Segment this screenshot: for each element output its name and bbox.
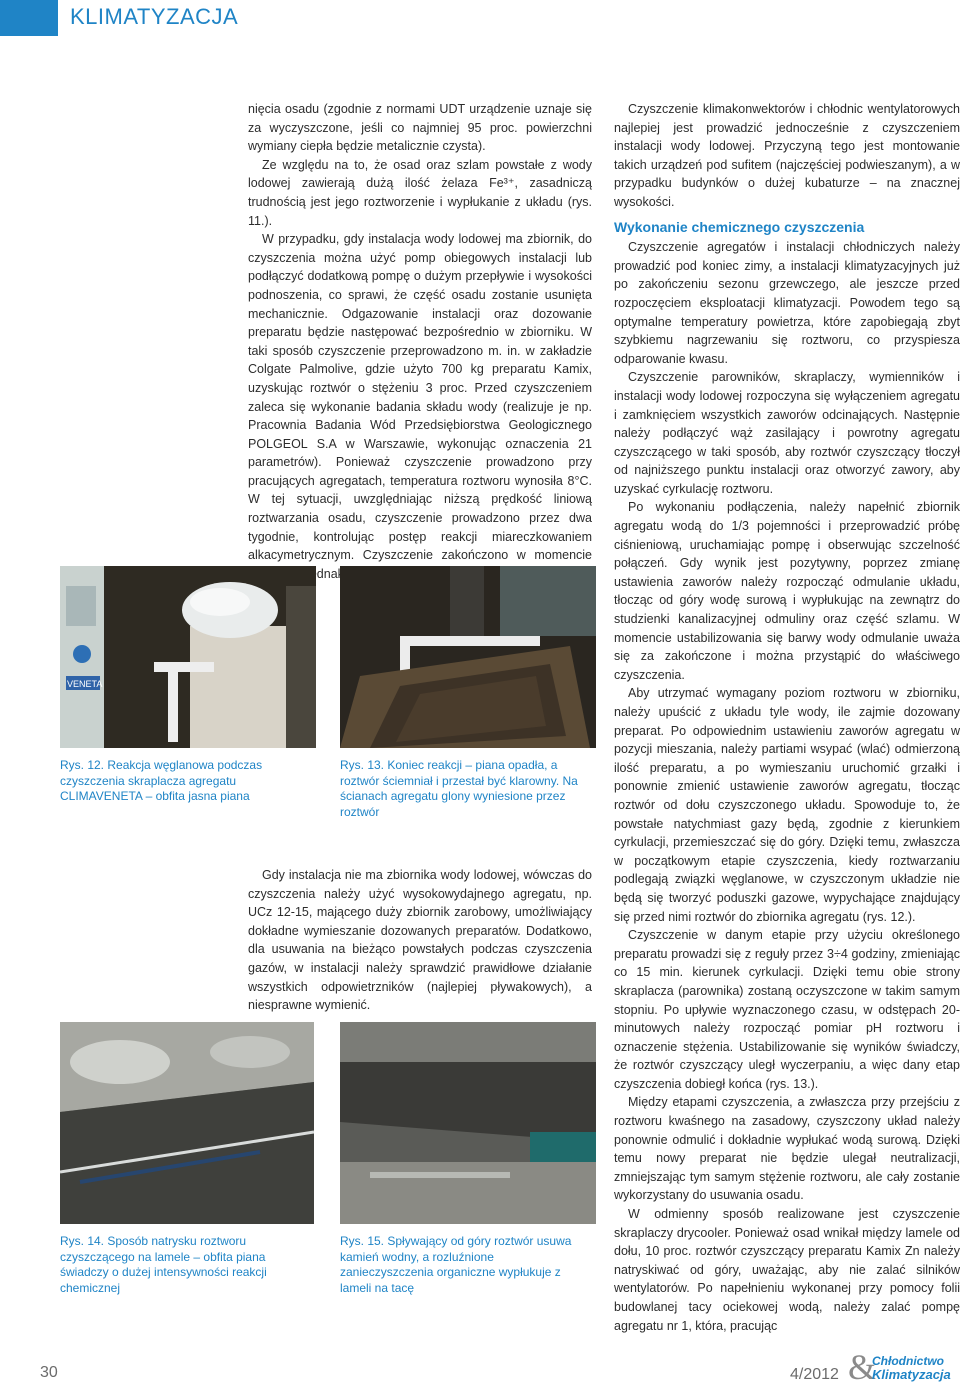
article-column-middle-bottom <box>248 866 592 1015</box>
magazine-logo <box>848 1347 956 1387</box>
logo-line-1: Chłodnictwo <box>872 1354 944 1368</box>
logo-ampersand: & <box>848 1347 877 1387</box>
section-color-tab <box>0 0 58 36</box>
paragraph: Czyszczenie parowników, skraplaczy, wymienników i instalacji wody lodowej rozpoczyna się wyłączeniem agregatu i zamknięciem wszystkich zaworów odcinających. Następnie należy podłączyć wąż zasilający i powrotny agregatu czyszczącego w taki sposób, aby roztwór czyszczący tłoczył od najniższego punktu instalacji oraz otworzyć zawory, aby uzyskać cyrkulację roztworu. <box>614 370 960 496</box>
paragraph: Po wykonaniu podłączenia, należy napełnić zbiornik agregatu wodą do 1/3 pojemności i przeprowadzić próbę ciśnieniową, uruchamiając pompę i obserwując szczelność połączeń. Gdy wynik jest pozytywny, poprzez zmianę ustawienia zaworów należy rozpocząć odmulanie układu, tłocząc od góry wodę surową i wypłukując na zewnątrz do studzienki kanalizacyjnej odmuliny oraz część szlamu. W momencie ustabilizowania się barwy wody odmulanie uważa się za zakończone i można przystąpić do właściwego czyszczenia. <box>614 500 960 682</box>
section-title: KLIMATYZACJA <box>70 4 239 29</box>
unit-brand-label: VENETA <box>67 679 103 689</box>
paragraph: W przypadku, gdy instalacja wody lodowej ma zbiornik, do czyszczenia można użyć pomp obiegowych instalacji lub podłączyć dodatkową pompę o dużym przepływie i wysokości podnoszenia, co sprawi, że część osadu zostanie usunięta mechanicznie. Odgazowanie instalacji oraz dozowanie preparatu będzie następować bezpośrednio w zbiorniku. W taki sposób czyszczenie przeprowadzono m. in. w zakładzie Colgate Palmolive, gdzie użyto 700 kg preparatu Kamix, uzyskując roztwór o stężeniu 3 proc. Przed czyszczeniem zaleca się wykonanie badania składu wody (realizuje je np. Pracownia Badania Wód Przedsiębiorstwa Geologicznego POLGEOL S.A w Warszawie, wykonując oznaczenia 21 parametrów). Ponieważ czyszczenie prowadzono przy pracujących agregatach, temperatura roztworu wynosiła 8°C. W tej sytuacji, uwzględniając niższą prędkość liniową roztwarzania osadu, czyszczenie prowadzono przez dwa tygodnie, kontrolując postęp reakcji miareczkowaniem alkacymetrycznym. Czyszczenie zakończono w momencie <box>248 232 592 563</box>
paragraph: Czyszczenie klimakonwektorów i chłodnic wentylatorowych najlepiej jest prowadzić jednocześnie z czyszczeniem instalacji wody lodowej. Przyczyną tego jest montowanie takich urządzeń pod sufitem (najczęściej podwieszanym), a w przypadku budynków o dużej kubaturze – na znacznej wysokości. <box>614 102 960 209</box>
figure-14-caption: Rys. 14. Sposób natrysku roztworu czyszczącego na lamele – obfita piana świadczy o dużej intensywności reakcji chemicznej <box>60 1234 267 1295</box>
page-number: 30 <box>40 1364 58 1381</box>
figure-13-caption: Rys. 13. Koniec reakcji – piana opadła, a roztwór ściemniał i przestał być klarowny. Na ścianach agregatu glony wyniesione przez roztwór <box>340 758 578 819</box>
figure-13-photo <box>340 566 596 748</box>
paragraph: Ze względu na to, że osad oraz szlam powstałe z wody lodowej zawierają dużą ilość żelaza Fe³⁺, zasadniczą trudnością jest jego roztworzenie i wypłukanie z układu (rys. 11.). <box>248 157 592 228</box>
article-column-right <box>614 100 960 1335</box>
section-heading: Wykonanie chemicznego czyszczenia <box>614 218 865 235</box>
article-column-middle-top <box>248 100 592 583</box>
figure-12-caption: Rys. 12. Reakcja węglanowa podczas czyszczenia skraplacza agregatu CLIMAVENETA – obfita jasna piana <box>60 758 263 803</box>
figure-15-caption: Rys. 15. Spływający od góry roztwór usuwa kamień wodny, a rozluźnione zanieczyszczenia organiczne wypłukuje z lameli na tacę <box>340 1234 572 1295</box>
paragraph: Między etapami czyszczenia, a zwłaszcza przy przejściu z roztworu kwaśnego na zasadowy, czyszczony układ należy ponownie odmulić i dokładnie wypłukać wodą surową. Dzięki temu nowy preparat nie będzie ulegał neutralizacji, zmniejszając tym samym stężenie roztworu, ale cały zostanie wykorzystany do usuwania osadu. <box>614 1095 960 1203</box>
paragraph: Aby utrzymać wymagany poziom roztworu w zbiorniku, należy upuścić z układu tyle wody, ile zajmie dozowany preparat. Po odpowiednim ustawieniu zaworów agregatu w pozycji mieszania, należy partiami wsypać (wlać) odmierzoną ilość preparatu, a po wymieszaniu uruchomić grzałki i ponownie zmienić ustawienie zaworów agregatu, tłocząc roztwór od dołu czyszczonego układu. Spowoduje to, że powstałe natychmiast gazy będą, zgodnie z kierunkiem cyrkulacji, przemieszczać się do góry. Dzięki temu, zwłaszcza w początkowym etapie czyszczenia, kiedy roztwarzaniu podlegają związki węglanowe, w czyszczonym układzie nie będą się tworzyć poduszki gazowe, wypychające znajdujący się przed nimi roztwór do zbiornika agregatu (rys. 12.). <box>614 686 960 924</box>
paragraph: nięcia osadu (zgodnie z normami UDT urządzenie uznaje się za wyczyszczone, jeśli co najmniej 95 proc. powierzchni wymiany ciepła będzie metalicznie czysta). <box>248 102 592 154</box>
paragraph: Czyszczenie agregatów i instalacji chłodniczych należy prowadzić pod koniec zimy, a instalacji klimatyzacyjnych już po zakończeniu sezonu grzewczego, ale jeszcze przed rozpoczęciem eksploatacji klimatyzacji. Powodem tego są optymalne temperatury powietrza, które zapobiegają zbyt szybkiemu nagrzewaniu się roztworu, co przyspiesza odparowanie kwasu. <box>614 240 960 366</box>
issue-number: 4/2012 <box>790 1366 839 1383</box>
figure-14-photo <box>60 1022 314 1224</box>
paragraph: W odmienny sposób realizowane jest czyszczenie skraplaczy drycooler. Ponieważ osad wnikał między lamele od dołu, 10 proc. roztwór czyszczący preparatu Kamix Zn należy natryskiwać od góry, uważając, aby nie zalać silników wentylatorów. Po napełnieniu wykonanej przy pomocy folii budowlanej tacy ociekowej wodą, należy zalać pompę agregatu nr 1, która, pracując <box>614 1207 960 1333</box>
figure-15-photo <box>340 1022 596 1224</box>
paragraph: Gdy instalacja nie ma zbiornika wody lodowej, wówczas do czyszczenia należy użyć wysokowydajnego agregatu, np. UCz 12-15, mającego duży zbiornik zarobowy, umożliwiający dokładne wymieszanie dozowanych preparatów. Dodatkowo, dla usuwania na bieżąco powstałych podczas czyszczenia gazów, w instalacji należy sprawdzić prawidłowe działanie wszystkich odpowietrzników (najlepiej pływakowych), a niesprawne wymienić. <box>248 868 592 1013</box>
logo-line-2: Klimatyzacja <box>872 1367 951 1382</box>
paragraph: Czyszczenie w danym etapie przy użyciu określonego preparatu prowadzi się z reguły przez 3÷4 godziny, zmieniając co 15 min. kierunek cyrkulacji. Dzięki temu obie strony skraplacza (parownika) zostaną oczyszczone w takim samym stopniu. Po upływie wyznaczonego czasu, w odstępach 20-minutowych należy rozpocząć pomiar pH roztworu i oznaczenie stężenia. Ustabilizowanie się wyników świadczy, że roztwór czyszczący uległ wyczerpaniu, a więc dany etap czyszczenia dobiegł końca (rys. 13.). <box>614 928 960 1091</box>
figure-12-photo <box>60 566 316 748</box>
